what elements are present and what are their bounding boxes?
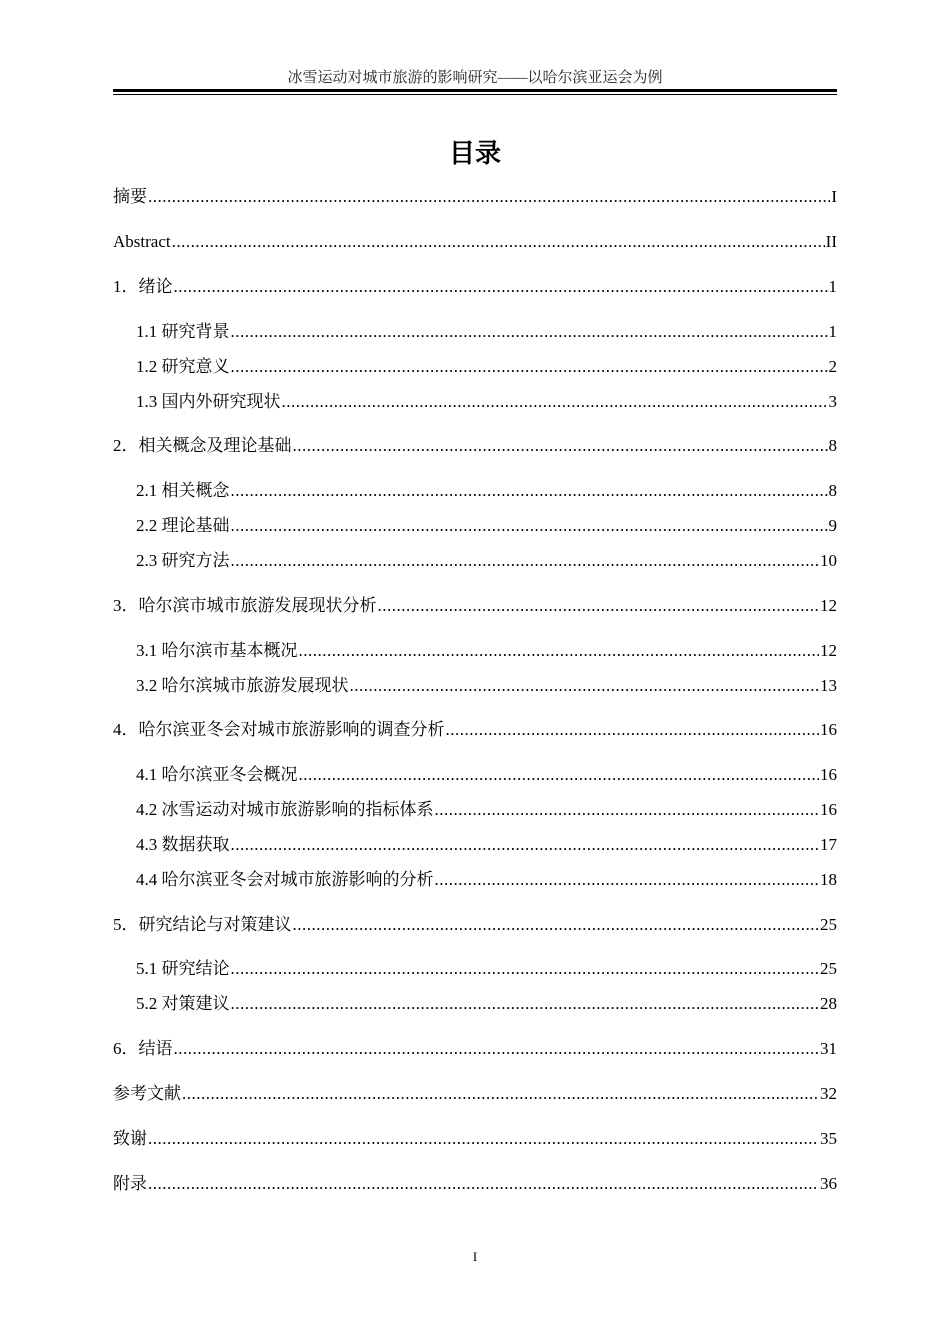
toc-entry-label: 1．绪论	[113, 277, 173, 296]
toc-entry-label: 摘要	[113, 187, 147, 206]
toc-entry-page: 28	[820, 994, 837, 1013]
toc-leader	[231, 550, 820, 572]
toc-entry-label: 3．哈尔滨市城市旅游发展现状分析	[113, 596, 377, 615]
toc-entry-chapter-6[interactable]	[113, 1038, 837, 1060]
toc-entry-label: 6．结语	[113, 1039, 173, 1058]
toc-entry-label: 2．相关概念及理论基础	[113, 436, 292, 455]
toc-entry-label: 参考文献	[113, 1084, 181, 1103]
toc-entry-page: 16	[820, 800, 837, 819]
toc-entry-page: 8	[828, 436, 837, 455]
toc-entry-appendix[interactable]	[113, 1173, 837, 1195]
toc-entry-abstract-cn[interactable]	[113, 186, 837, 208]
toc-entry-page: 18	[820, 870, 837, 889]
toc-leader	[231, 515, 828, 537]
toc-leader	[231, 834, 820, 856]
toc-entry-section-2-1[interactable]	[136, 480, 837, 502]
toc-entry-section-3-2[interactable]	[136, 675, 837, 697]
toc-entry-label: 2.2 理论基础	[136, 516, 230, 535]
toc-entry-page: II	[825, 232, 837, 251]
toc-entry-page: 31	[820, 1039, 837, 1058]
toc-entry-label: 5.2 对策建议	[136, 994, 230, 1013]
toc-entry-chapter-2[interactable]	[113, 435, 837, 457]
toc-entry-chapter-5[interactable]	[113, 914, 837, 936]
toc-leader	[148, 186, 830, 208]
toc-leader	[172, 231, 825, 253]
toc-entry-label: 2.1 相关概念	[136, 481, 230, 500]
toc-leader	[231, 993, 820, 1015]
toc-entry-page: 16	[820, 765, 837, 784]
toc-entry-chapter-1[interactable]	[113, 276, 837, 298]
toc-entry-label: 5.1 研究结论	[136, 959, 230, 978]
toc-entry-page: 1	[828, 277, 837, 296]
toc-entry-label: 3.2 哈尔滨城市旅游发展现状	[136, 676, 349, 695]
toc-entry-page: 16	[820, 720, 837, 739]
toc-entry-page: 32	[820, 1084, 837, 1103]
toc-leader	[378, 595, 820, 617]
toc-entry-label: 4.4 哈尔滨亚冬会对城市旅游影响的分析	[136, 870, 434, 889]
toc-entry-section-4-1[interactable]	[136, 764, 837, 786]
toc-leader	[299, 764, 820, 786]
toc-entry-page: 1	[828, 322, 837, 341]
toc-leader	[293, 435, 828, 457]
toc-leader	[282, 391, 828, 413]
toc-leader	[231, 480, 828, 502]
toc-entry-chapter-4[interactable]	[113, 719, 837, 741]
toc-entry-acknowledgements[interactable]	[113, 1128, 837, 1150]
toc-entry-label: 5．研究结论与对策建议	[113, 915, 292, 934]
toc-entry-chapter-3[interactable]	[113, 595, 837, 617]
page-number: I	[472, 1249, 478, 1264]
toc-entry-section-5-1[interactable]	[136, 958, 837, 980]
toc-entry-label: 1.3 国内外研究现状	[136, 392, 281, 411]
toc-entry-section-5-2[interactable]	[136, 993, 837, 1015]
toc-entry-page: 9	[828, 516, 837, 535]
toc-entry-references[interactable]	[113, 1083, 837, 1105]
toc-entry-label: 致谢	[113, 1129, 147, 1148]
toc-entry-section-2-2[interactable]	[136, 515, 837, 537]
toc-entry-label: 2.3 研究方法	[136, 551, 230, 570]
toc-entry-page: 25	[820, 915, 837, 934]
toc-leader	[350, 675, 820, 697]
toc-leader	[148, 1173, 819, 1195]
toc-entry-page: 36	[820, 1174, 837, 1193]
toc-entry-section-2-3[interactable]	[136, 550, 837, 572]
toc-leader	[182, 1083, 819, 1105]
toc-entry-page: 12	[820, 596, 837, 615]
toc-entry-page: 2	[828, 357, 837, 376]
toc-entry-page: I	[831, 187, 837, 206]
toc-leader	[299, 640, 820, 662]
toc-entry-label: 4.3 数据获取	[136, 835, 230, 854]
toc-entry-label: Abstract	[113, 232, 171, 251]
toc-entry-page: 13	[820, 676, 837, 695]
toc-entry-label: 3.1 哈尔滨市基本概况	[136, 641, 298, 660]
toc-entry-section-1-3[interactable]	[136, 391, 837, 413]
toc-leader	[174, 276, 828, 298]
toc-entry-section-4-2[interactable]	[136, 799, 837, 821]
toc-leader	[293, 914, 820, 936]
toc-entry-label: 1.1 研究背景	[136, 322, 230, 341]
toc-leader	[231, 356, 828, 378]
toc-entry-page: 3	[828, 392, 837, 411]
toc-leader	[231, 958, 820, 980]
toc-leader	[446, 719, 820, 741]
toc-leader	[435, 799, 820, 821]
toc-entry-page: 10	[820, 551, 837, 570]
toc-entry-page: 8	[828, 481, 837, 500]
toc-leader	[174, 1038, 820, 1060]
toc-entry-section-4-4[interactable]	[136, 869, 837, 891]
toc-entry-section-1-1[interactable]	[136, 321, 837, 343]
toc-entry-label: 4.1 哈尔滨亚冬会概况	[136, 765, 298, 784]
running-header: 冰雪运动对城市旅游的影响研究——以哈尔滨亚运会为例	[287, 70, 663, 86]
toc-entry-page: 35	[820, 1129, 837, 1148]
toc-title: 目录	[448, 139, 501, 169]
toc-entry-label: 4.2 冰雪运动对城市旅游影响的指标体系	[136, 800, 434, 819]
toc-entry-page: 12	[820, 641, 837, 660]
toc-entry-section-1-2[interactable]	[136, 356, 837, 378]
toc-entry-label: 附录	[113, 1174, 147, 1193]
toc-entry-page: 25	[820, 959, 837, 978]
toc-leader	[231, 321, 828, 343]
toc-entry-section-4-3[interactable]	[136, 834, 837, 856]
toc-entry-page: 17	[820, 835, 837, 854]
toc-entry-label: 4．哈尔滨亚冬会对城市旅游影响的调查分析	[113, 720, 445, 739]
toc-entry-section-3-1[interactable]	[136, 640, 837, 662]
toc-leader	[148, 1128, 819, 1150]
toc-entry-abstract-en[interactable]	[113, 231, 837, 253]
toc-entry-label: 1.2 研究意义	[136, 357, 230, 376]
toc-leader	[435, 869, 820, 891]
